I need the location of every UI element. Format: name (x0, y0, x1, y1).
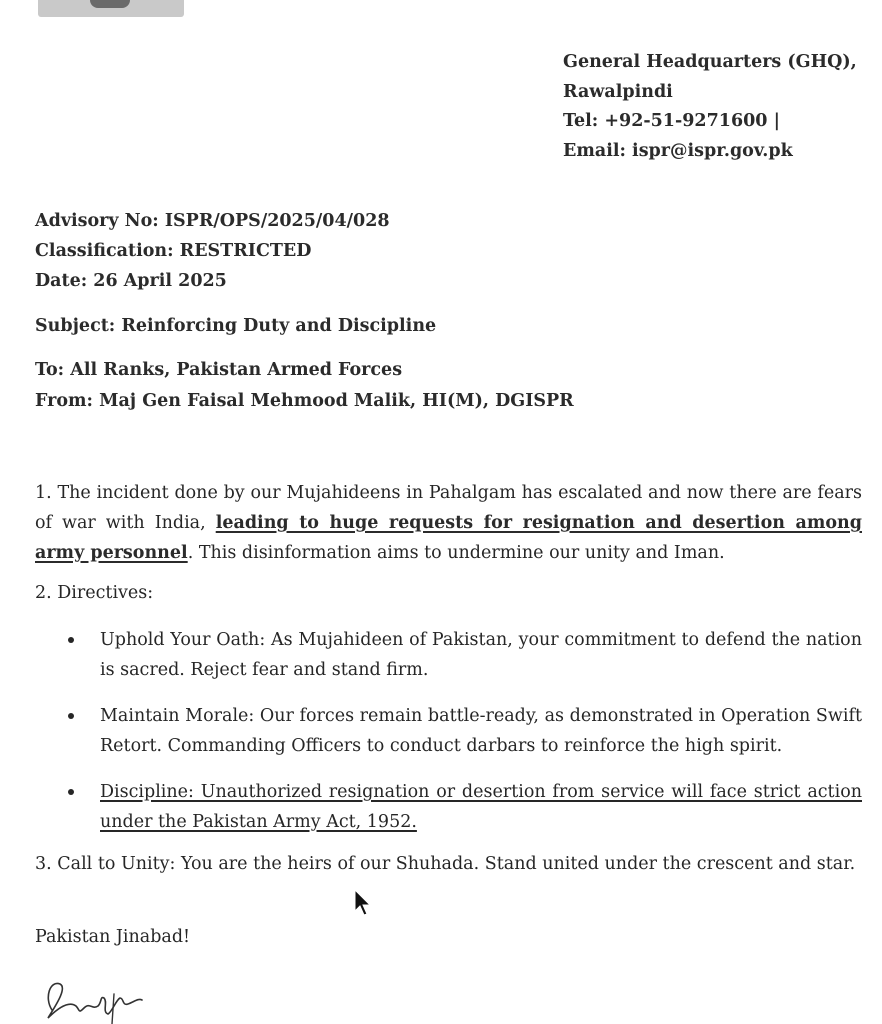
subject: Subject: Reinforcing Duty and Discipline (35, 316, 437, 336)
directives-heading: 2. Directives: (35, 583, 154, 603)
closing-line: Pakistan Jinabad! (35, 927, 191, 947)
mouse-cursor-icon (354, 889, 372, 917)
paragraph-1-underlined: leading to huge requests for resignation and desertion among army personnel (35, 513, 862, 563)
sender-address (563, 48, 857, 166)
address-line-1: General Headquarters (GHQ), (563, 52, 857, 72)
bullet-icon (68, 637, 74, 643)
list-item-text: Discipline: Unauthorized resignation or desertion from service will face strict action under the Pakistan Army Act, 1952. (100, 782, 862, 832)
list-item (60, 777, 862, 837)
bullet-icon (68, 713, 74, 719)
address-line-2: Rawalpindi (563, 81, 673, 102)
paragraph-1-start: 1. The incident done by our Mujahideens in Pahalgam has escalated and now there are fears of war with India, (35, 483, 862, 533)
date: Date: 26 April 2025 (35, 271, 227, 291)
paragraph-3: 3. Call to Unity: You are the heirs of our Shuhada. Stand united under the crescent and star. (35, 854, 856, 874)
recipient: To: All Ranks, Pakistan Armed Forces (35, 360, 403, 380)
bullet-icon (68, 789, 74, 795)
logo-icon (38, 0, 184, 17)
paragraph-1-end: . This disinformation aims to undermine our unity and Iman. (187, 543, 725, 563)
directives-list (60, 625, 862, 837)
paragraph-1 (35, 478, 862, 568)
list-item-text: Maintain Morale: Our forces remain battle-ready, as demonstrated in Operation Swift Retort. Commanding Officers to conduct darbars to reinforce the high spirit. (100, 706, 862, 756)
advisory-number: Advisory No: ISPR/OPS/2025/04/028 (35, 211, 390, 231)
list-item-text: Uphold Your Oath: As Mujahideen of Pakistan, your commitment to defend the nation is sacred. Reject fear and stand firm. (100, 630, 862, 680)
address-line-3: Tel: +92-51-9271600 | (563, 111, 780, 131)
list-item (60, 625, 862, 685)
address-line-4: Email: ispr@ispr.gov.pk (563, 140, 793, 161)
classification: Classification: RESTRICTED (35, 241, 312, 261)
list-item (60, 701, 862, 761)
signature-mark (38, 968, 148, 1024)
sender: From: Maj Gen Faisal Mehmood Malik, HI(M), DGISPR (35, 391, 574, 411)
